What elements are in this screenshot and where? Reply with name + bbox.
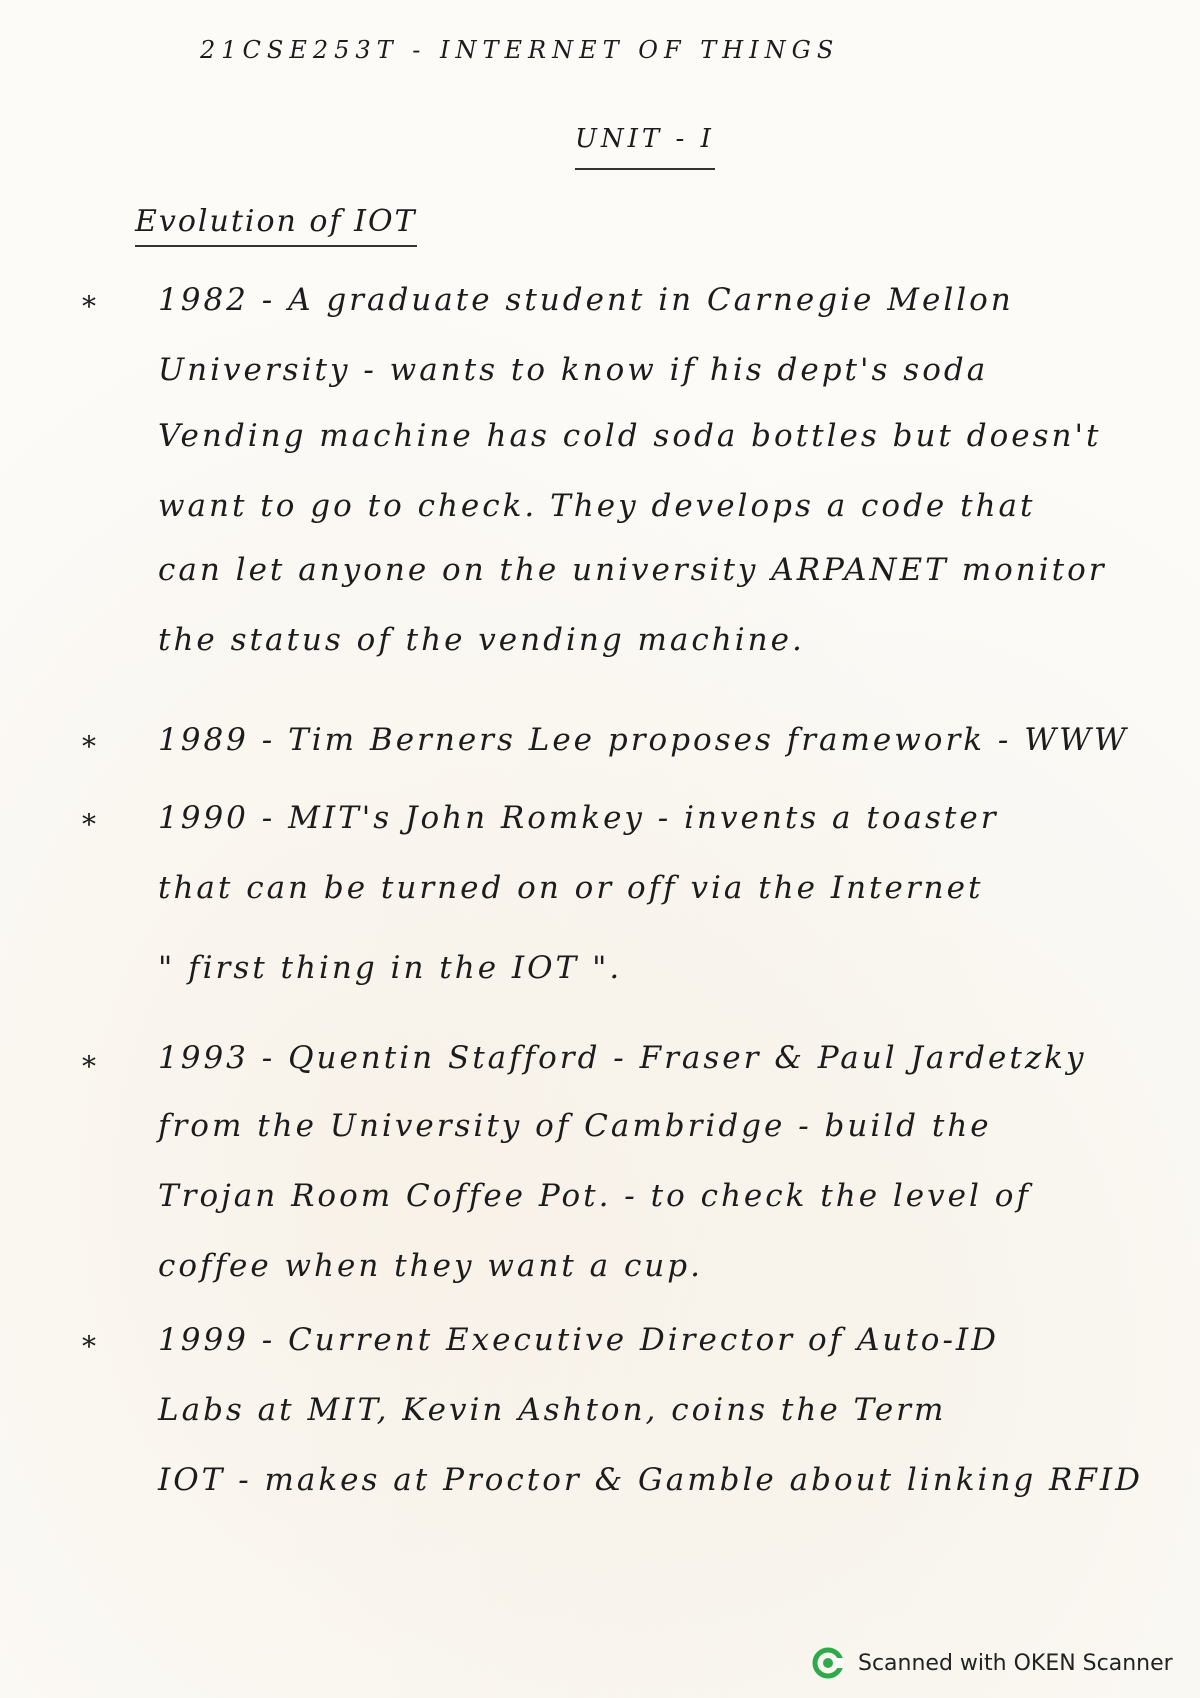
text-line: IOT - makes at Proctor & Gamble about linking RFID [158, 1462, 1144, 1498]
text-line: University - wants to know if his dept's soda [158, 352, 989, 388]
text-line: Trojan Room Coffee Pot. - to check the level of [158, 1178, 1031, 1214]
text-line: the status of the vending machine. [158, 622, 805, 658]
text-line: Labs at MIT, Kevin Ashton, coins the Term [158, 1392, 947, 1428]
text-line: coffee when they want a cup. [158, 1248, 703, 1284]
course-title: 21CSE253T - INTERNET OF THINGS [200, 36, 840, 64]
scanner-watermark [812, 1645, 1173, 1681]
text-line: 1989 - Tim Berners Lee proposes framework - WWW [158, 722, 1129, 758]
bullet-1982: * [82, 290, 96, 323]
text-line: can let anyone on the university ARPANET monitor [158, 552, 1107, 588]
bullet-1989: * [82, 730, 96, 763]
text-line: " first thing in the IOT ". [158, 950, 623, 986]
text-line: 1982 - A graduate student in Carnegie Mellon [158, 282, 1014, 318]
bullet-1990: * [82, 808, 96, 841]
bullet-1993: * [82, 1050, 96, 1083]
text-line: want to go to check. They develops a code that [158, 488, 1036, 524]
text-line: 1990 - MIT's John Romkey - invents a toaster [158, 800, 999, 836]
unit-heading: UNIT - I [575, 124, 715, 170]
text-line: 1999 - Current Executive Director of Auto-ID [158, 1322, 1000, 1358]
text-line: 1993 - Quentin Stafford - Fraser & Paul Jardetzky [158, 1040, 1087, 1076]
scanner-watermark-text: Scanned with OKEN Scanner [858, 1650, 1173, 1676]
text-line: Vending machine has cold soda bottles but doesn't [158, 418, 1102, 454]
text-line: from the University of Cambridge - build the [158, 1108, 992, 1144]
bullet-1999: * [82, 1330, 96, 1363]
text-line: that can be turned on or off via the Internet [158, 870, 984, 906]
oken-scanner-logo-icon [812, 1645, 848, 1681]
section-title: Evolution of IOT [135, 204, 417, 247]
